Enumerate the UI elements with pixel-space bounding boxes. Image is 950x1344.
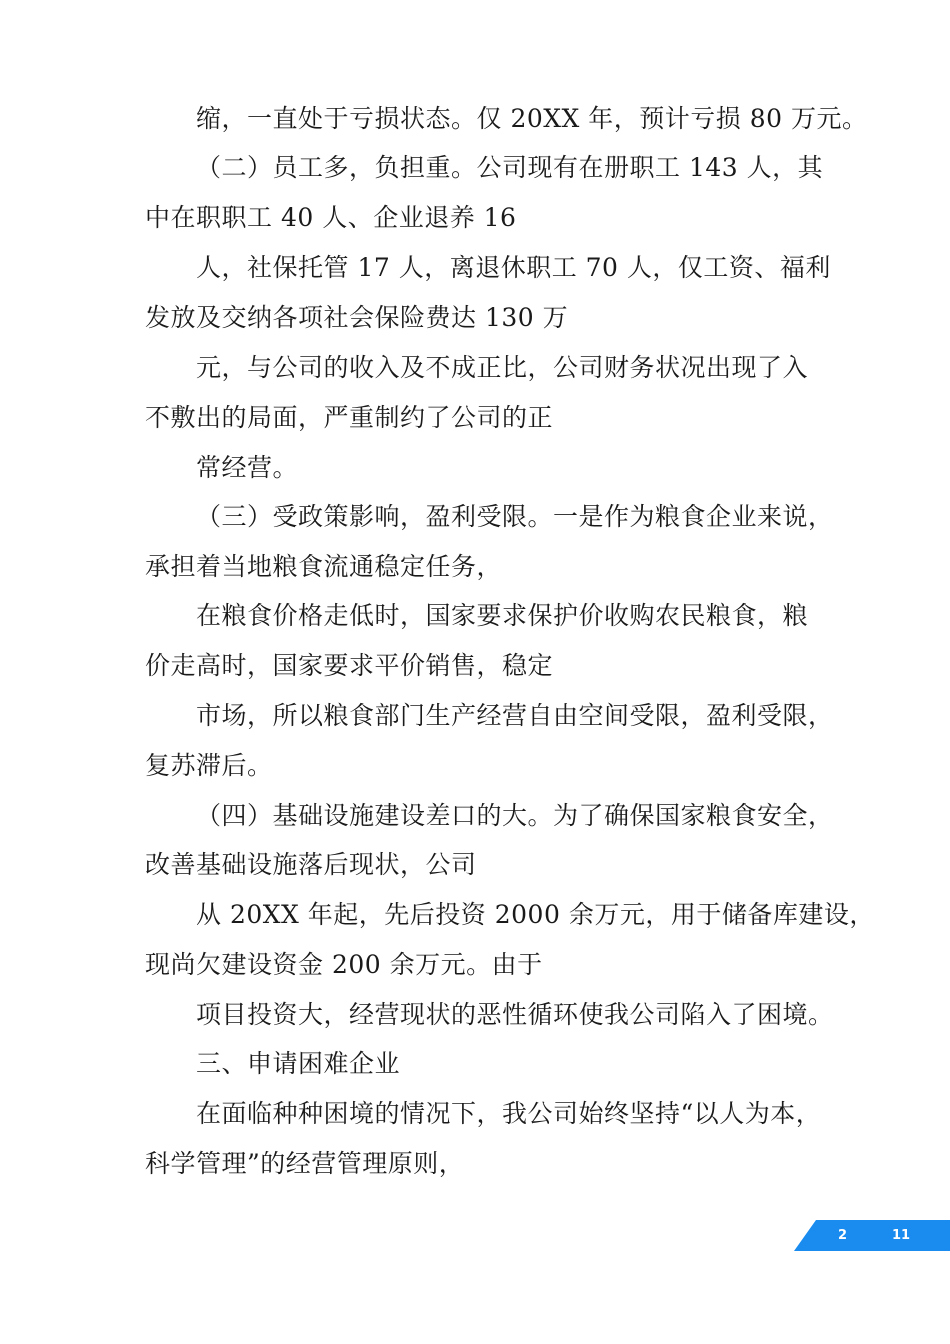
- page-badge-shape: [794, 1220, 950, 1251]
- page-indicator: [794, 1220, 950, 1251]
- text-line: （三）受政策影响，盈利受限。一是作为粮食企业来说，: [196, 502, 834, 531]
- text-line: 科学管理”的经营管理原则，: [145, 1149, 465, 1178]
- text-line: 承担着当地粮食流通稳定任务，: [145, 552, 503, 581]
- text-line: 在面临种种困境的情况下，我公司始终坚持“以人为本，: [196, 1099, 822, 1128]
- text-line: 不敷出的局面，严重制约了公司的正: [145, 403, 554, 432]
- text-line: 改善基础设施落后现状，公司: [145, 850, 477, 879]
- text-line: 人，社保托管 17 人，离退休职工 70 人，仅工资、福利: [196, 253, 831, 282]
- text-line: （二）员工多，负担重。公司现有在册职工 143 人，其: [196, 153, 824, 182]
- text-line: （四）基础设施建设差口的大。为了确保国家粮食安全，: [196, 801, 834, 830]
- text-line: 项目投资大，经营现状的恶性循环使我公司陷入了困境。: [196, 1000, 834, 1029]
- text-line: 价走高时，国家要求平价销售，稳定: [145, 651, 554, 680]
- text-line: 从 20XX 年起，先后投资 2000 余万元，用于储备库建设，: [196, 900, 875, 929]
- text-line: 发放及交纳各项社会保险费达 130 万: [145, 303, 569, 332]
- text-line: 元，与公司的收入及不成正比，公司财务状况出现了入: [196, 353, 809, 382]
- text-line: 市场，所以粮食部门生产经营自由空间受限，盈利受限，: [196, 701, 834, 730]
- text-line: 复苏滞后。: [145, 751, 273, 780]
- current-page-number: 2: [838, 1228, 848, 1243]
- text-line: 现尚欠建设资金 200 余万元。由于: [145, 950, 543, 979]
- text-line: 常经营。: [196, 453, 299, 482]
- section-heading: 三、申请困难企业: [196, 1049, 401, 1078]
- total-pages-number: 11: [892, 1228, 911, 1243]
- text-line: 缩，一直处于亏损状态。仅 20XX 年，预计亏损 80 万元。: [196, 104, 868, 133]
- text-line: 在粮食价格走低时，国家要求保护价收购农民粮食，粮: [196, 601, 809, 630]
- text-line: 中在职职工 40 人、企业退养 16: [145, 203, 517, 232]
